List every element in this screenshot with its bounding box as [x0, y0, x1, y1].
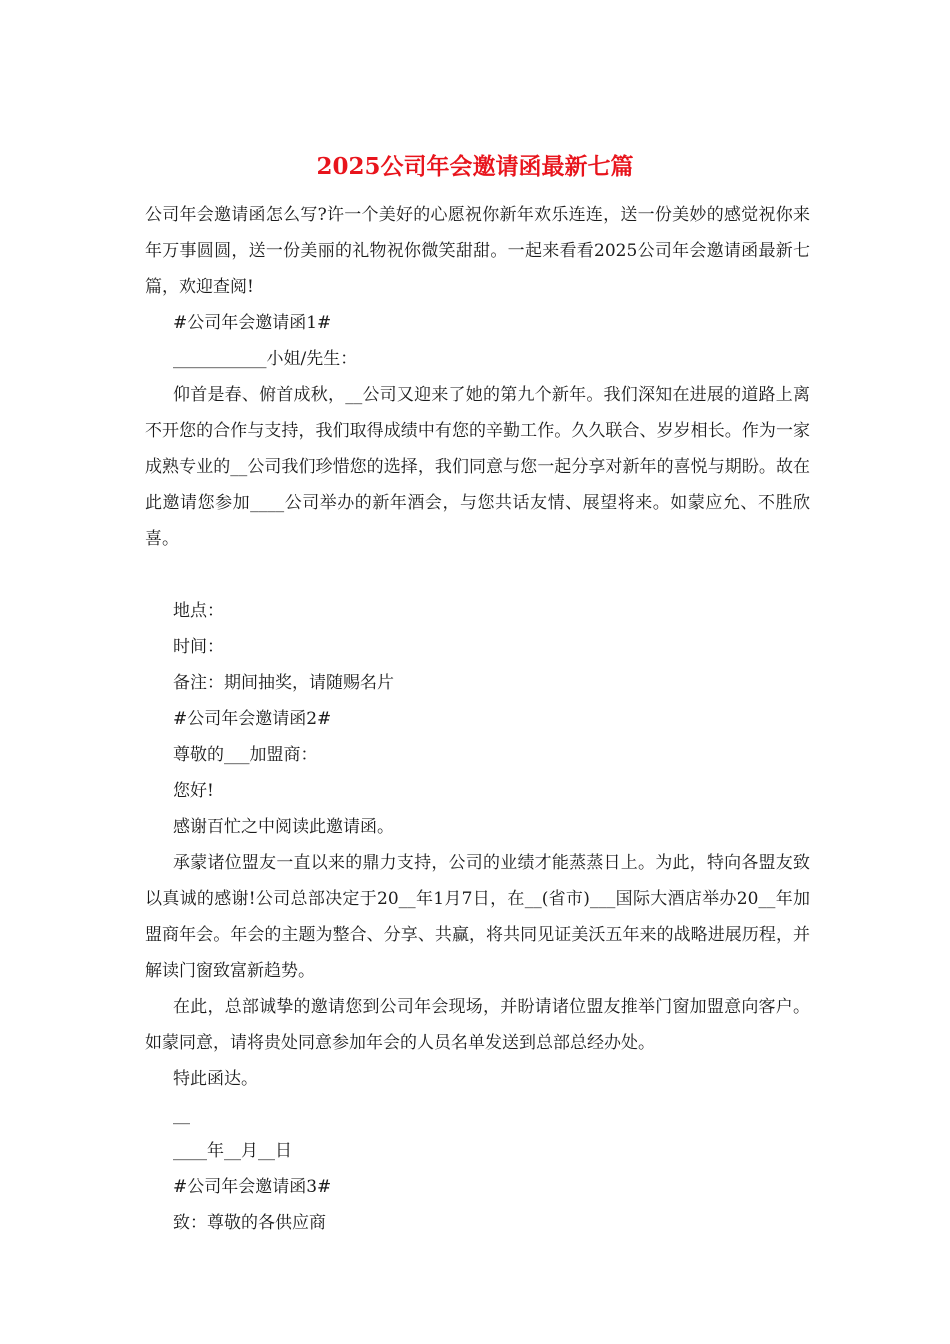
document-body: [145, 197, 810, 1241]
section-heading-3: #公司年会邀请函3#: [173, 1177, 332, 1197]
date-line: ____年__月__日: [173, 1141, 292, 1161]
thanks-line: 感谢百忙之中阅读此邀请函。: [173, 817, 394, 837]
signature-blank: __: [173, 1105, 190, 1125]
invitation-paragraph-3: 在此，总部诚挚的邀请您到公司年会现场，并盼请诸位盟友推举门窗加盟意向客户。如蒙同意，请将贵处同意参加年会的人员名单发送到总部总经办处。: [145, 997, 810, 1053]
greeting-line: 您好!: [173, 781, 214, 801]
section-heading-2: #公司年会邀请函2#: [173, 709, 332, 729]
note-line: 备注：期间抽奖，请随赐名片: [173, 673, 394, 693]
invitation-paragraph-1: 仰首是春、俯首成秋，__公司又迎来了她的第九个新年。我们深知在进展的道路上离不开您的合作与支持，我们取得成绩中有您的辛勤工作。久久联合、岁岁相长。作为一家成熟专业的__公司我们珍惜您的选择，我们同意与您一起分享对新年的喜悦与期盼。故在此邀请您参加____公司举办的新年酒会，与您共话友情、展望将来。如蒙应允、不胜欣喜。: [145, 385, 810, 549]
document-title: 2025公司年会邀请函最新七篇: [316, 153, 634, 180]
salutation-2: 尊敬的___加盟商：: [173, 745, 318, 765]
invitation-paragraph-2: 承蒙诸位盟友一直以来的鼎力支持，公司的业绩才能蒸蒸日上。为此，特向各盟友致以真诚的感谢!公司总部决定于20__年1月7日，在__(省市)___国际大酒店举办20__年加盟商年会。年会的主题为整合、分享、共赢，将共同见证美沃五年来的战略进展历程，并解读门窗致富新趋势。: [145, 853, 810, 981]
section-heading-1: #公司年会邀请函1#: [173, 313, 332, 333]
location-line: 地点：: [173, 601, 224, 621]
blank-line: [145, 557, 810, 593]
salutation-1: ___________小姐/先生：: [173, 349, 358, 369]
closing-line: 特此函达。: [173, 1069, 258, 1089]
intro-paragraph: 公司年会邀请函怎么写?许一个美好的心愿祝你新年欢乐连连，送一份美妙的感觉祝你来年万事圆圆，送一份美丽的礼物祝你微笑甜甜。一起来看看2025公司年会邀请函最新七篇，欢迎查阅!: [145, 205, 810, 297]
salutation-3: 致：尊敬的各供应商: [173, 1213, 326, 1233]
time-line: 时间：: [173, 637, 224, 657]
